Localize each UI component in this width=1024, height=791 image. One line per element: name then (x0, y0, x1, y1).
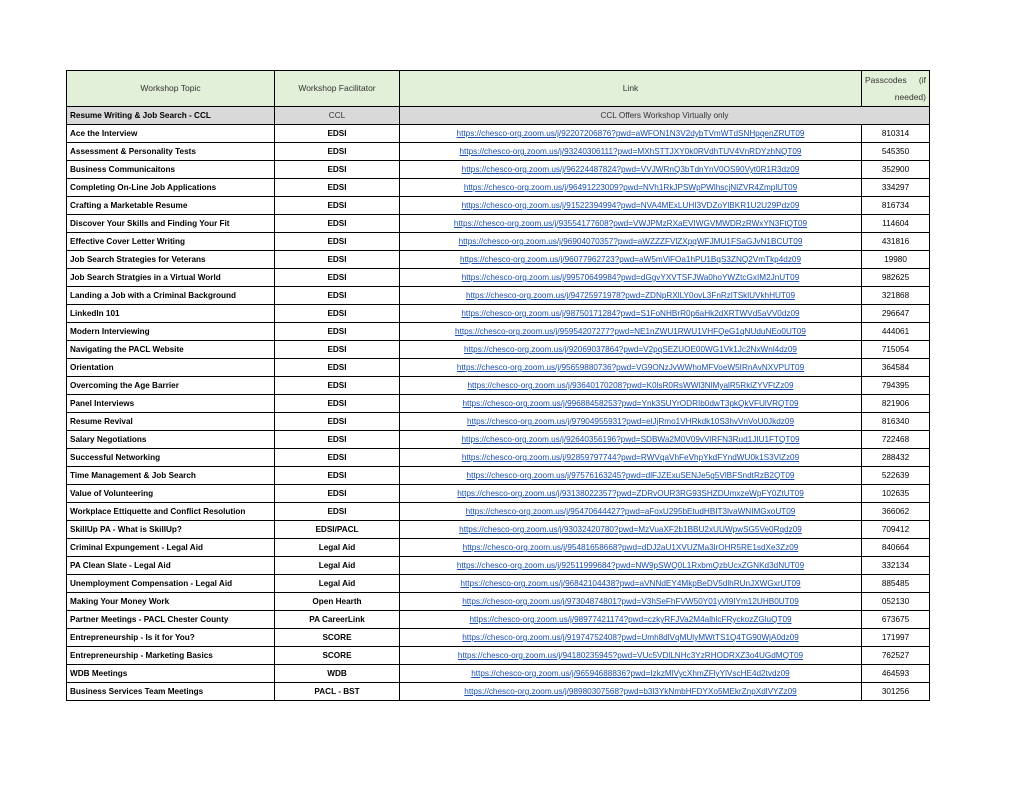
facilitator-cell: EDSI (275, 215, 400, 233)
table-row (67, 557, 930, 575)
topic-cell: Overcoming the Age Barrier (67, 377, 275, 395)
topic-cell: Ace the Interview (67, 125, 275, 143)
topic-cell: PA Clean Slate - Legal Aid (67, 557, 275, 575)
passcode-cell: 794395 (862, 377, 930, 395)
passcode-cell: 052130 (862, 593, 930, 611)
topic-cell: Assessment & Personality Tests (67, 143, 275, 161)
topic-cell: Completing On-Line Job Applications (67, 179, 275, 197)
facilitator-cell: Legal Aid (275, 557, 400, 575)
passcode-cell: 114604 (862, 215, 930, 233)
table-row (67, 503, 930, 521)
zoom-link[interactable]: https://chesco-org.zoom.us/j/98750171284?pwd=S1FoNHBrR0p6aHk2dXRTWVd5aVV0dz09 (400, 305, 862, 323)
table-row (67, 125, 930, 143)
zoom-link[interactable]: https://chesco-org.zoom.us/j/93554177608?pwd=VWJPMzRXaEVIWGVMWDRzRWxYN3FtQT09 (400, 215, 862, 233)
passcode-cell: 301256 (862, 683, 930, 701)
ccl-note: CCL Offers Workshop Virtually only (400, 107, 930, 125)
topic-cell: Entrepreneurship - Is it for You? (67, 629, 275, 647)
passcode-cell: 715054 (862, 341, 930, 359)
table-row (67, 377, 930, 395)
facilitator-cell: EDSI (275, 179, 400, 197)
passcode-cell: 171997 (862, 629, 930, 647)
zoom-link[interactable]: https://chesco-org.zoom.us/j/92069037864?pwd=V2pqSEZUOE00WG1Vk1Jc2NxWnl4dz09 (400, 341, 862, 359)
zoom-link[interactable]: https://chesco-org.zoom.us/j/95659880736?pwd=VG9ONzJvWWhoMFVoeW5IRnAvNXVPUT09 (400, 359, 862, 377)
facilitator-cell: SCORE (275, 629, 400, 647)
ccl-facilitator: CCL (275, 107, 400, 125)
table-row (67, 611, 930, 629)
topic-cell: SkillUp PA - What is SkillUp? (67, 521, 275, 539)
topic-cell: Entrepreneurship - Marketing Basics (67, 647, 275, 665)
zoom-link[interactable]: https://chesco-org.zoom.us/j/93240306111?pwd=MXhSTTJXY0k0RVdhTUV4VnRDYzhNQT09 (400, 143, 862, 161)
facilitator-cell: EDSI (275, 467, 400, 485)
zoom-link[interactable]: https://chesco-org.zoom.us/j/95481658668?pwd=dDJ2aU1XVUZMa3lrOHR5RE1sdXe3Zz09 (400, 539, 862, 557)
zoom-link[interactable]: https://chesco-org.zoom.us/j/96224487824?pwd=VVJWRnQ3bTdnYnV0OS90Vyt0R1R3dz09 (400, 161, 862, 179)
passcode-cell: 296647 (862, 305, 930, 323)
header-topic: Workshop Topic (67, 71, 275, 107)
header-facilitator: Workshop Facilitator (275, 71, 400, 107)
passcode-cell: 885485 (862, 575, 930, 593)
facilitator-cell: EDSI (275, 413, 400, 431)
facilitator-cell: EDSI (275, 251, 400, 269)
passcode-cell: 709412 (862, 521, 930, 539)
zoom-link[interactable]: https://chesco-org.zoom.us/j/95470644427?pwd=aFoxU295bEtudHBIT3lvaWNIMGxoUT09 (400, 503, 862, 521)
passcode-cell: 364584 (862, 359, 930, 377)
zoom-link[interactable]: https://chesco-org.zoom.us/j/96904070357?pwd=aWZZZFVlZXpqWFJMU1FSaGJvN1BCUT09 (400, 233, 862, 251)
passcode-cell: 522639 (862, 467, 930, 485)
topic-cell: Successful Networking (67, 449, 275, 467)
passcode-cell: 352900 (862, 161, 930, 179)
facilitator-cell: Open Hearth (275, 593, 400, 611)
zoom-link[interactable]: https://chesco-org.zoom.us/j/99688458253?pwd=Ynk3SUYrODRIb0dwT3pkQkVFUlVRQT09 (400, 395, 862, 413)
topic-cell: Job Search Strategies for Veterans (67, 251, 275, 269)
topic-cell: Effective Cover Letter Writing (67, 233, 275, 251)
topic-cell: Business Communicaitons (67, 161, 275, 179)
table-row (67, 251, 930, 269)
facilitator-cell: Legal Aid (275, 539, 400, 557)
topic-cell: Business Services Team Meetings (67, 683, 275, 701)
passcode-cell: 810314 (862, 125, 930, 143)
table-row (67, 395, 930, 413)
table-row (67, 323, 930, 341)
table-row (67, 413, 930, 431)
passcode-cell: 840664 (862, 539, 930, 557)
passcode-cell: 288432 (862, 449, 930, 467)
topic-cell: Salary Negotiations (67, 431, 275, 449)
zoom-link[interactable]: https://chesco-org.zoom.us/j/94725971978?pwd=ZDNpRXlLY0ovL3FnRzlTSklUVkhHUT09 (400, 287, 862, 305)
table-row (67, 179, 930, 197)
passcode-cell: 816340 (862, 413, 930, 431)
topic-cell: Orientation (67, 359, 275, 377)
table-row (67, 197, 930, 215)
facilitator-cell: EDSI (275, 269, 400, 287)
table-row (67, 665, 930, 683)
table-row (67, 485, 930, 503)
zoom-link[interactable]: https://chesco-org.zoom.us/j/92859797744?pwd=RWVqaVhFeVhpYkdFYndWU0k1S3VlZz09 (400, 449, 862, 467)
topic-cell: Value of Volunteering (67, 485, 275, 503)
topic-cell: Resume Revival (67, 413, 275, 431)
passcode-cell: 431816 (862, 233, 930, 251)
table-row (67, 359, 930, 377)
zoom-link[interactable]: https://chesco-org.zoom.us/j/93032420780?pwd=MzVuaXF2b1BBU2xUUWpwSG5Ve0Rqdz09 (400, 521, 862, 539)
table-row (67, 305, 930, 323)
facilitator-cell: EDSI (275, 377, 400, 395)
zoom-link[interactable]: https://chesco-org.zoom.us/j/96077962723?pwd=aW5mVlFOa1hPU1BqS3ZNQ2VmTkp4dz09 (400, 251, 862, 269)
table-row (67, 215, 930, 233)
zoom-link[interactable]: https://chesco-org.zoom.us/j/99570649984?pwd=dGgvYXVTSFJWa0hoYWZtcGxIM2JnUT09 (400, 269, 862, 287)
zoom-link[interactable]: https://chesco-org.zoom.us/j/91522394994?pwd=NVA4MExLUHI3VDZoYlBKR1U2U29Pdz09 (400, 197, 862, 215)
header-passcodes-if: (if (918, 75, 926, 85)
table-row (67, 593, 930, 611)
facilitator-cell: EDSI (275, 197, 400, 215)
zoom-link[interactable]: https://chesco-org.zoom.us/j/92511999684?pwd=NW9pSWQ0L1RxbmQzbUcxZGNKd3dNUT09 (400, 557, 862, 575)
passcode-cell: 332134 (862, 557, 930, 575)
facilitator-cell: EDSI/PACL (275, 521, 400, 539)
passcode-cell: 673675 (862, 611, 930, 629)
header-passcodes (862, 71, 930, 107)
facilitator-cell: EDSI (275, 503, 400, 521)
passcode-cell: 19980 (862, 251, 930, 269)
passcode-cell: 762527 (862, 647, 930, 665)
facilitator-cell: WDB (275, 665, 400, 683)
zoom-link[interactable]: https://chesco-org.zoom.us/j/96842104438?pwd=aVNNdEY4MkpBeDV5dlhRUnJXWGxrUT09 (400, 575, 862, 593)
ccl-row (67, 107, 930, 125)
facilitator-cell: EDSI (275, 233, 400, 251)
facilitator-cell: EDSI (275, 143, 400, 161)
table-row (67, 629, 930, 647)
passcode-cell: 334297 (862, 179, 930, 197)
topic-cell: Modern Interviewing (67, 323, 275, 341)
header-passcodes-label: Passcodes (865, 75, 907, 85)
table-row (67, 575, 930, 593)
passcode-cell: 102635 (862, 485, 930, 503)
facilitator-cell: PA CareerLink (275, 611, 400, 629)
table-row (67, 467, 930, 485)
workshop-table (66, 70, 930, 701)
passcode-cell: 366062 (862, 503, 930, 521)
topic-cell: Crafting a Marketable Resume (67, 197, 275, 215)
zoom-link[interactable]: https://chesco-org.zoom.us/j/98977421174?pwd=czkyRFJVa2M4alhlcFRyckozZGluQT09 (400, 611, 862, 629)
facilitator-cell: EDSI (275, 161, 400, 179)
passcode-cell: 982625 (862, 269, 930, 287)
facilitator-cell: EDSI (275, 305, 400, 323)
zoom-link[interactable]: https://chesco-org.zoom.us/j/91974752408?pwd=Umh8dlVqMUlyMWtTS1Q4TG90WjA0dz09 (400, 629, 862, 647)
zoom-link[interactable]: https://chesco-org.zoom.us/j/93138022357?pwd=ZDRvOUR3RG93SHZDUmxzeWpFY0ZtUT09 (400, 485, 862, 503)
topic-cell: Landing a Job with a Criminal Background (67, 287, 275, 305)
passcode-cell: 321868 (862, 287, 930, 305)
ccl-topic: Resume Writing & Job Search - CCL (67, 107, 275, 125)
zoom-link[interactable]: https://chesco-org.zoom.us/j/96594688836?pwd=IzkzMlVycXhmZFlyYlVscHE4d2tvdz09 (400, 665, 862, 683)
topic-cell: Navigating the PACL Website (67, 341, 275, 359)
zoom-link[interactable]: https://chesco-org.zoom.us/j/92207206876?pwd=aWFON1N3V2dybTVmWTdSNHpqenZRUT09 (400, 125, 862, 143)
topic-cell: Making Your Money Work (67, 593, 275, 611)
table-row (67, 647, 930, 665)
zoom-link[interactable]: https://chesco-org.zoom.us/j/97576163245?pwd=dlFJZExuSENJe5g5VlBFSndtRzB2QT09 (400, 467, 862, 485)
topic-cell: Discover Your Skills and Finding Your Fit (67, 215, 275, 233)
passcode-cell: 444061 (862, 323, 930, 341)
topic-cell: Panel Interviews (67, 395, 275, 413)
facilitator-cell: EDSI (275, 485, 400, 503)
facilitator-cell: EDSI (275, 125, 400, 143)
table-row (67, 161, 930, 179)
topic-cell: Job Search Stratgies in a Virtual World (67, 269, 275, 287)
table-row (67, 143, 930, 161)
header-passcodes-needed: needed) (894, 92, 926, 102)
passcode-cell: 464593 (862, 665, 930, 683)
facilitator-cell: EDSI (275, 431, 400, 449)
table-row (67, 449, 930, 467)
table-row (67, 341, 930, 359)
topic-cell: Criminal Expungement - Legal Aid (67, 539, 275, 557)
header-row (67, 71, 930, 107)
topic-cell: Time Management & Job Search (67, 467, 275, 485)
facilitator-cell: PACL - BST (275, 683, 400, 701)
header-link: Link (400, 71, 862, 107)
zoom-link[interactable]: https://chesco-org.zoom.us/j/97304874801?pwd=V3hSeFhFVW50Y01yVl9IYm12UHB0UT09 (400, 593, 862, 611)
table-row (67, 683, 930, 701)
table-row (67, 287, 930, 305)
facilitator-cell: EDSI (275, 395, 400, 413)
facilitator-cell: EDSI (275, 449, 400, 467)
passcode-cell: 816734 (862, 197, 930, 215)
passcode-cell: 722468 (862, 431, 930, 449)
topic-cell: Unemployment Compensation - Legal Aid (67, 575, 275, 593)
facilitator-cell: EDSI (275, 323, 400, 341)
passcode-cell: 545350 (862, 143, 930, 161)
facilitator-cell: SCORE (275, 647, 400, 665)
facilitator-cell: EDSI (275, 341, 400, 359)
zoom-link[interactable]: https://chesco-org.zoom.us/j/92640356196?pwd=SDBWa2M0V09vVlRFN3Rud1JIU1FTQT09 (400, 431, 862, 449)
topic-cell: Partner Meetings - PACL Chester County (67, 611, 275, 629)
zoom-link[interactable]: https://chesco-org.zoom.us/j/94180235945?pwd=VUc5VDlLNHc3YzRHODRXZ3o4UGdMQT09 (400, 647, 862, 665)
zoom-link[interactable]: https://chesco-org.zoom.us/j/93640170208?pwd=K0lsR0RsWWl3NlMyalR5RklZYVFtZz09 (400, 377, 862, 395)
table-row (67, 539, 930, 557)
table-row (67, 269, 930, 287)
zoom-link[interactable]: https://chesco-org.zoom.us/j/96491223009?pwd=NVh1RkJPSWpPWlhscjNlZVR4ZmplUT09 (400, 179, 862, 197)
zoom-link[interactable]: https://chesco-org.zoom.us/j/98980307568?pwd=b3l3YkNmbHFDYXo5MEkrZnpXdlVYZz09 (400, 683, 862, 701)
zoom-link[interactable]: https://chesco-org.zoom.us/j/95954207277?pwd=NE1nZWU1RWU1VHFQeG1qNUduNEo0UT09 (400, 323, 862, 341)
zoom-link[interactable]: https://chesco-org.zoom.us/j/97904955931?pwd=elJjRmo1VHRkdk10S3hvVnVoU0Jkdz09 (400, 413, 862, 431)
passcode-cell: 821906 (862, 395, 930, 413)
table-row (67, 431, 930, 449)
table-row (67, 233, 930, 251)
facilitator-cell: EDSI (275, 359, 400, 377)
topic-cell: WDB Meetings (67, 665, 275, 683)
table-row (67, 521, 930, 539)
topic-cell: LinkedIn 101 (67, 305, 275, 323)
facilitator-cell: Legal Aid (275, 575, 400, 593)
topic-cell: Workplace Ettiquette and Conflict Resolution (67, 503, 275, 521)
facilitator-cell: EDSI (275, 287, 400, 305)
